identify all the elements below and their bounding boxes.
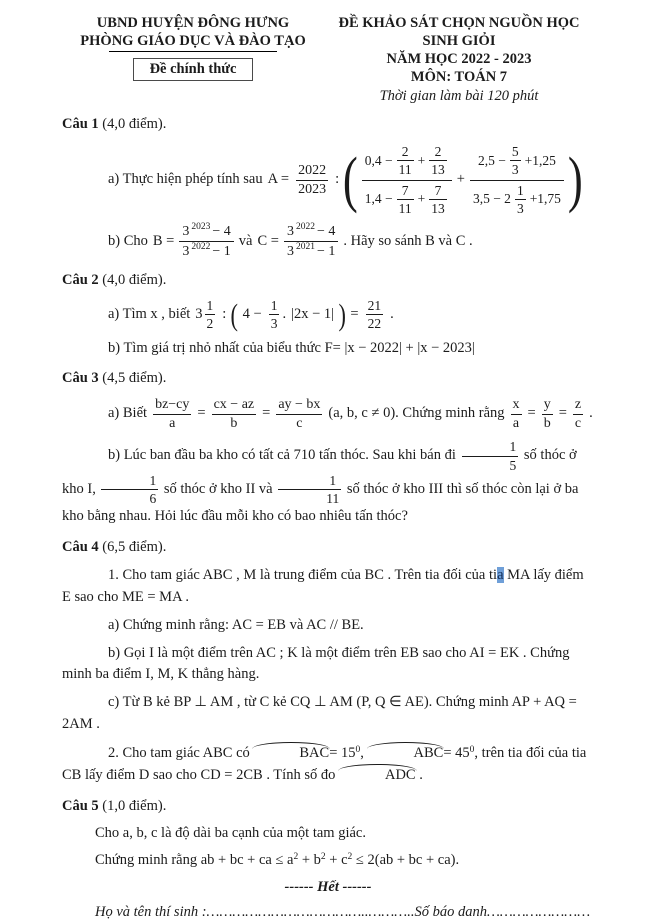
base: 3	[286, 244, 294, 260]
q5-label: Câu 5	[62, 798, 99, 815]
q5-title	[62, 796, 594, 818]
q2a-mixed-number	[195, 298, 217, 331]
q1a-f2-den-text2: +1,75	[529, 190, 561, 206]
base: 3	[286, 223, 294, 239]
q1b-expression	[62, 223, 594, 261]
q1a-f1-num-text2: +	[417, 152, 426, 168]
q3a-lead: a) Biết	[108, 405, 148, 422]
q1b-C-numerator: 3 2022 − 4	[286, 221, 336, 239]
equals: =	[558, 405, 567, 422]
q3a-frac5: $\frac{y}{b}$	[543, 397, 551, 431]
degree-sup: 0	[355, 744, 361, 755]
whole-part: 3	[195, 306, 203, 323]
exam-duration: Thời gian làm bài 120 phút	[379, 87, 539, 104]
q1a-f2-num-text1: 2,5 −	[478, 152, 506, 168]
q3b-text2: số thóc ở kho I,	[62, 447, 577, 497]
q3b-frac-one-fifth: $\frac{1}{5}$	[462, 439, 519, 472]
q1a-big-fraction-2	[470, 143, 564, 216]
q5l2-text1: Chứng minh rằng ab + bc + ca ≤ a	[95, 851, 294, 868]
q3a-frac2: $\frac{cx - az}{b}$	[213, 397, 255, 431]
q1a-f1-den-frac-b: $\frac{7}{13}$	[431, 182, 445, 216]
base: 3	[182, 223, 190, 239]
right-paren-medium: )	[338, 297, 346, 333]
end-of-exam-mark: ------ Hết ------	[284, 879, 372, 896]
q5-points: (1,0 điểm).	[102, 798, 167, 815]
q2-title	[62, 270, 594, 292]
candidate-signature-line: Họ và tên thí sinh :………………………………..………..Số báo danh……………………	[95, 904, 591, 921]
q1a-f2-num-frac: $\frac{5}{3}$	[511, 144, 519, 178]
q1b-mid: và	[238, 232, 253, 249]
official-exam-box: Đề chính thức	[133, 58, 254, 81]
q4p1-text2: MA lấy điểm E sao cho ME = MA .	[62, 567, 584, 606]
q3a-period: .	[589, 405, 593, 422]
q1a-f2-den-text1: 3,5 − 2	[472, 190, 511, 206]
q1-title	[62, 114, 594, 136]
q2a-inner-text: 4 −	[242, 306, 262, 323]
q2b-text: b) Tìm giá trị nhỏ nhất của biểu thức F= |x − 2022| + |x − 2023|	[108, 339, 475, 356]
q1a-f1-den-text1: 1,4 −	[364, 190, 393, 206]
q2a-dot: .	[282, 306, 287, 323]
fraction-bar	[362, 180, 452, 181]
q4-part1-statement	[62, 565, 594, 609]
q1a-plus: +	[456, 171, 465, 188]
q1b-fraction-B	[179, 223, 233, 261]
q1a-lhs: A =	[267, 171, 290, 188]
issuer-block	[62, 14, 324, 105]
equals: =	[262, 405, 271, 422]
squared-sup: 2	[320, 851, 326, 862]
q3-points: (4,5 điểm).	[102, 370, 167, 387]
left-paren-medium: (	[230, 297, 239, 333]
exam-header	[62, 14, 594, 105]
fraction-bar	[470, 180, 564, 181]
squared-sup: 2	[293, 851, 299, 862]
q2a-colon: :	[222, 306, 227, 323]
q4p2-eq1: = 15	[329, 744, 356, 761]
q1b-tail: . Hãy so sánh B và C .	[343, 232, 473, 249]
rest: − 4	[316, 223, 336, 239]
issuer-line1: UBND HUYỆN ĐÔNG HƯNG	[96, 15, 290, 31]
equals: =	[197, 405, 206, 422]
issuer-line2: PHÒNG GIÁO DỤC VÀ ĐÀO TẠO	[80, 33, 306, 50]
degree-sup: 0	[469, 744, 475, 755]
q5l2-text4: ≤ 2(ab + bc + ca).	[352, 851, 460, 868]
q4p2-period: .	[415, 767, 423, 784]
q5-line2	[62, 850, 594, 872]
q3a-frac6: $\frac{z}{c}$	[574, 397, 582, 431]
q1b-B-numerator: 3 2023 − 4	[182, 221, 231, 239]
exam-title: ĐỀ KHẢO SÁT CHỌN NGUỒN HỌC SINH GIỎI	[338, 15, 580, 50]
exam-school-year: NĂM HỌC 2022 - 2023	[386, 51, 532, 68]
squared-sup: 2	[347, 851, 353, 862]
exam-subject: MÔN: TOÁN 7	[410, 69, 508, 86]
q2-label: Câu 2	[62, 271, 99, 288]
q3b-text1: b) Lúc ban đầu ba kho có tất cả 710 tấn thóc. Sau khi bán đi	[108, 447, 460, 464]
q1a-f2-den-frac: $\frac{1}{3}$	[516, 182, 524, 216]
q1a-f1-numerator	[362, 143, 452, 178]
q1a-f2-num-text2: +1,25	[524, 152, 556, 168]
q1a-f2-numerator	[475, 143, 559, 178]
q4-title	[62, 537, 594, 559]
q4p1-text1: 1. Cho tam giác ABC , M là trung điểm của BC . Trên tia đối của ti	[108, 567, 498, 584]
q3a-frac3: $\frac{ay - bx}{c}$	[278, 397, 321, 431]
q1b-C-equals: C =	[257, 232, 279, 249]
rest: − 1	[316, 244, 336, 260]
angle-BAC: BAC	[253, 742, 329, 762]
q1b-lead: b) Cho	[108, 232, 148, 249]
q1b-fraction-C	[284, 223, 338, 261]
q4p2-text1: 2. Cho tam giác ABC có	[108, 744, 254, 761]
q1-points: (4,0 điểm).	[102, 115, 167, 132]
q3b-paragraph	[62, 439, 594, 527]
q5-line1: Cho a, b, c là độ dài ba cạnh của một tam giác.	[95, 824, 366, 841]
q4-label: Câu 4	[62, 538, 99, 555]
q3b-frac-one-eleventh: $\frac{1}{11}$	[278, 473, 341, 506]
q1a-f1-den-text2: +	[417, 190, 426, 206]
q1a-f2-denominator	[470, 182, 564, 217]
base: 3	[182, 244, 190, 260]
q2a-third-frac: $\frac{1}{3}$	[270, 298, 278, 332]
exam-title-block	[324, 14, 594, 105]
issuer-underline	[109, 51, 277, 52]
q1b-C-denominator: 3 2021 − 1	[286, 241, 336, 260]
q3b-text4: số thóc ở kho III thì số thóc còn lại ở ba kho bằng nhau. Hỏi lúc đầu mỗi kho có bao nhiêu tấn thóc?	[62, 480, 579, 524]
q2a-absolute-value: |2x − 1|	[291, 306, 335, 323]
q3-title	[62, 368, 594, 390]
q1a-f1-denominator	[362, 182, 452, 217]
q3a-equation	[62, 397, 594, 431]
left-paren-large: (	[342, 146, 358, 215]
angle-ADC: ADC	[339, 764, 416, 784]
q5l2-text3: + c	[325, 851, 348, 868]
selected-character: a	[497, 567, 504, 584]
rest: − 1	[212, 244, 231, 260]
q1b-B-equals: B =	[152, 232, 175, 249]
q4-points: (6,5 điểm).	[102, 538, 167, 555]
q5l2-text2: + b	[298, 851, 321, 868]
q1a-expression	[62, 143, 594, 216]
q2a-equals: =	[350, 306, 359, 323]
right-paren-large: )	[567, 146, 583, 215]
q2a-mixed-frac: $\frac{1}{2}$	[206, 298, 214, 332]
q2a-lead: a) Tìm x , biết	[108, 306, 191, 323]
q3a-frac1: $\frac{bz-cy}{a}$	[155, 397, 190, 431]
q4-part2-statement	[62, 742, 594, 788]
angle-ABC: ABC	[368, 742, 444, 762]
q2-points: (4,0 điểm).	[102, 271, 167, 288]
q3a-condition: (a, b, c ≠ 0). Chứng minh rằng	[328, 405, 505, 422]
equals: =	[527, 405, 536, 422]
q4c-text: c) Từ B kẻ BP ⊥ AM , từ C kẻ CQ ⊥ AM (P, Q ∈ AE). Chứng minh AP + AQ = 2AM .	[62, 694, 577, 732]
q4p2-text2: ,	[360, 744, 368, 761]
q1a-f1-num-frac-a: $\frac{2}{11}$	[398, 144, 412, 178]
q4p2-text3: , trên tia đối của tia CB lấy điểm D sao cho CD = 2CB . Tính số đo	[62, 744, 587, 784]
q1b-B-denominator: 3 2022 − 1	[182, 241, 231, 260]
q1a-coef-fraction: $\frac{2022}{2023}$	[298, 162, 327, 197]
q3-label: Câu 3	[62, 370, 99, 387]
rest: − 4	[212, 223, 231, 239]
q4b-text: b) Gọi I là một điểm trên AC ; K là một điểm trên EB sao cho AI = EK . Chứng minh ba điểm I, M, K thẳng hàng.	[62, 644, 570, 683]
q1a-lead: a) Thực hiện phép tính sau	[108, 171, 263, 188]
q2a-result-frac: $\frac{21}{22}$	[367, 298, 382, 332]
q2a-equation	[62, 298, 594, 331]
q3b-frac-one-sixth: $\frac{1}{6}$	[101, 473, 158, 506]
q1a-f1-num-frac-b: $\frac{2}{13}$	[431, 144, 445, 178]
q1a-colon: :	[335, 171, 340, 188]
q3b-text3: số thóc ở kho II và	[160, 480, 277, 497]
q4p2-eq2: = 45	[443, 744, 470, 761]
q1a-big-fraction-1	[362, 143, 452, 216]
q2a-period: .	[390, 306, 394, 323]
q4a-text: a) Chứng minh rằng: AC = EB và AC // BE.	[108, 616, 364, 633]
q1a-f1-den-frac-a: $\frac{7}{11}$	[398, 182, 412, 216]
q1-label: Câu 1	[62, 115, 99, 132]
q3a-frac4: $\frac{x}{a}$	[512, 397, 520, 431]
q1a-f1-num-text1: 0,4 −	[364, 152, 393, 168]
